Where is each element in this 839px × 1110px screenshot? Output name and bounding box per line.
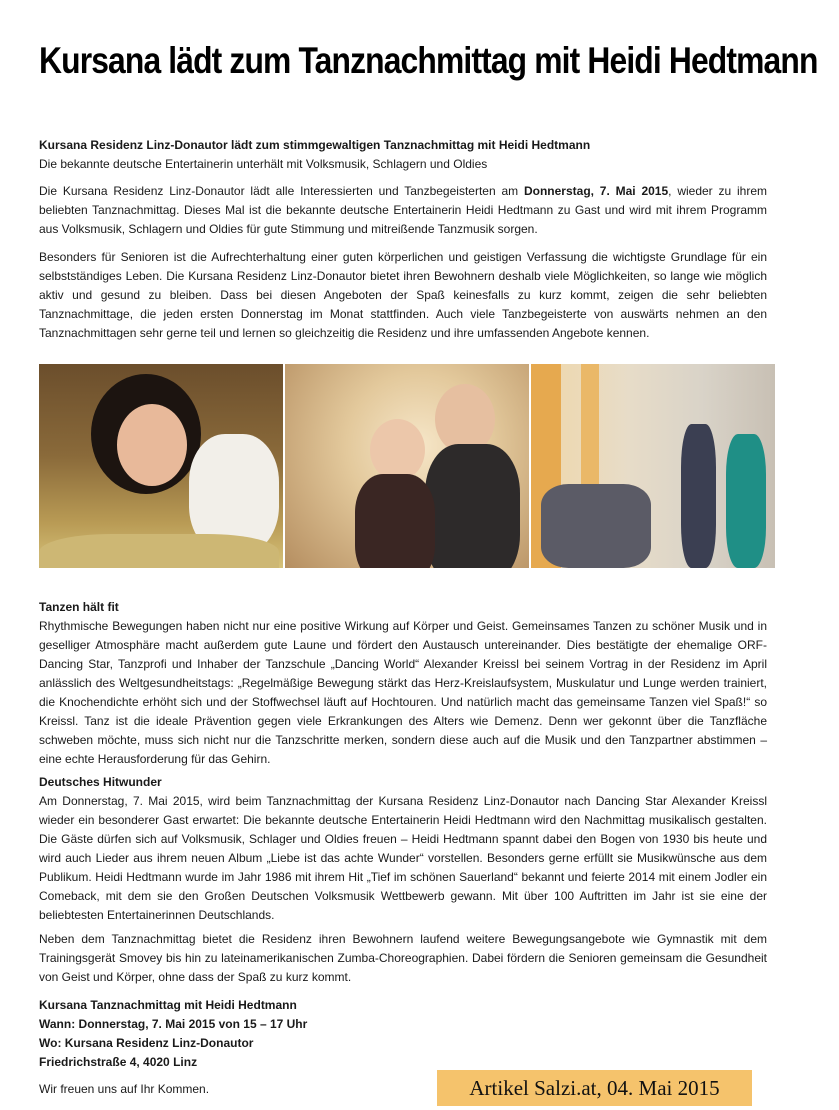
- section-hitwunder: [39, 773, 767, 925]
- photo-strip: [39, 364, 775, 568]
- section-hitwunder-heading: Deutsches Hitwunder: [39, 775, 162, 789]
- photo-dancing-couple: [285, 364, 529, 568]
- section-fitness-heading: Tanzen hält fit: [39, 600, 119, 614]
- intro-date: Donnerstag, 7. Mai 2015: [523, 184, 669, 198]
- intro-text-end: , wieder zu ihrem beliebten Tanznachmittag. Dieses Mal ist die bekannte deutsche Entertainerin Heidi Hedtmann zu Gast und wird mit ihrem Programm aus Volksmusik, Schlagern und Oldies für gute Stimmung und mitreißende Tanzmusik sorgen.: [39, 184, 768, 236]
- intro-text-start: Die Kursana Residenz Linz-Donautor lädt alle Interessierten und Tanzbegeisterten am: [39, 184, 524, 198]
- lead-block: [39, 136, 767, 174]
- lead-subtitle: Die bekannte deutsche Entertainerin unterhält mit Volksmusik, Schlagern und Oldies: [39, 157, 488, 171]
- closing-line: Wir freuen uns auf Ihr Kommen.: [39, 1082, 210, 1096]
- article-headline: Kursana lädt zum Tanznachmittag mit Heidi Hedtmann: [39, 40, 818, 81]
- event-when: Wann: Donnerstag, 7. Mai 2015 von 15 – 17 Uhr: [39, 1017, 308, 1031]
- offers-paragraph: Neben dem Tanznachmittag bietet die Residenz ihren Bewohnern laufend weitere Bewegungsangebote wie Gymnastik mit dem Trainingsgerät Smovey bis hin zu lateinamerikanischen Zumba-Choreographien. Dabei fördern die Senioren gemeinsam die Gesundheit von Geist und Körper, ohne dass der Spaß zu kurz kommt.: [39, 932, 767, 984]
- event-info: [39, 996, 767, 1072]
- section-fitness-text: Rhythmische Bewegungen haben nicht nur eine positive Wirkung auf Körper und Geist. Gemeinsames Tanzen zu schöner Musik und in geselliger Atmosphäre macht außerdem gute Laune und fördert den Austausch untereinander. Dies bestätigte der ehemalige ORF-Dancing Star, Tanzprofi und Inhaber der Tanzschule „Dancing World“ Alexander Kreissl bei seinem Vortrag in der Residenz im April anlässlich des Weltgesundheitstags: „Regelmäßige Bewegung stärkt das Herz-Kreislaufsystem, Muskulatur und Lunge werden trainiert, die Knochendichte erhöht sich und der Stoffwechsel läuft auf Hochtouren. Und natürlich macht das gemeinsame Tanzen viel Spaß!“ so Kreissl. Tanz ist die ideale Prävention gegen viele Erkrankungen des Alters wie Demenz. Denn wer gekonnt über die Tanzfläche schweben möchte, muss sich nicht nur die Tanzschritte merken, sondern diese auch auf die Musik und den Tanzpartner abstimmen – eine echte Herausforderung für das Gehirn.: [39, 619, 767, 766]
- section-hitwunder-text: Am Donnerstag, 7. Mai 2015, wird beim Tanznachmittag der Kursana Residenz Linz-Donautor nach Dancing Star Alexander Kreissl wieder ein besonderer Gast erwartet: Die bekannte deutsche Entertainerin Heidi Hedtmann wird den Nachmittag musikalisch gestalten. Die Gäste dürfen sich auf Volksmusik, Schlager und Oldies freuen – Heidi Hedtmann spannt dabei den Bogen von 1930 bis heute und wird auch Lieder aus ihrem neuen Album „Liebe ist das achte Wunder“ vorstellen. Besonders gerne erfüllt sie Musikwünsche aus dem Publikum. Heidi Hedtmann wurde im Jahr 1986 mit ihrem Hit „Tief im schönen Sauerland“ bekannt und feierte 2014 mit einem Jodler ein Comeback, mit dem sie den Großen Deutschen Volksmusik Wettbewerb gewann. Mit über 100 Auftritten im Jahr ist sie eine der beliebtesten Entertainerinnen Deutschlands.: [39, 794, 767, 922]
- intro-paragraph: [39, 182, 767, 239]
- event-where: Wo: Kursana Residenz Linz-Donautor: [39, 1036, 254, 1050]
- photo-heidi-hedtmann: [39, 364, 283, 568]
- event-title: Kursana Tanznachmittag mit Heidi Hedtmann: [39, 998, 297, 1012]
- section-fitness: [39, 598, 767, 769]
- source-badge: Artikel Salzi.at, 04. Mai 2015: [437, 1070, 752, 1106]
- event-address: Friedrichstraße 4, 4020 Linz: [39, 1055, 198, 1069]
- lead-title: Kursana Residenz Linz-Donautor lädt zum stimmgewaltigen Tanznachmittag mit Heidi Hedtmann: [39, 138, 591, 152]
- photo-dance-hall: [531, 364, 775, 568]
- seniors-paragraph: Besonders für Senioren ist die Aufrechterhaltung einer guten körperlichen und geistigen Verfassung die wichtigste Grundlage für ein selbstständiges Leben. Die Kursana Residenz Linz-Donautor bietet ihren Bewohnern deshalb viele Möglichkeiten, so lange wie möglich aktiv und gesund zu bleiben. Dass bei diesen Angeboten der Spaß keinesfalls zu kurz kommt, zeigen die sehr beliebten Tanznachmittage, die jeden ersten Donnerstag im Monat stattfinden. Auch viele Tanzbegeisterte von auswärts nehmen an den Tanznachmittagen sehr gerne teil und lernen so gleichzeitig die Residenz und ihre umfassenden Angebote kennen.: [39, 250, 767, 340]
